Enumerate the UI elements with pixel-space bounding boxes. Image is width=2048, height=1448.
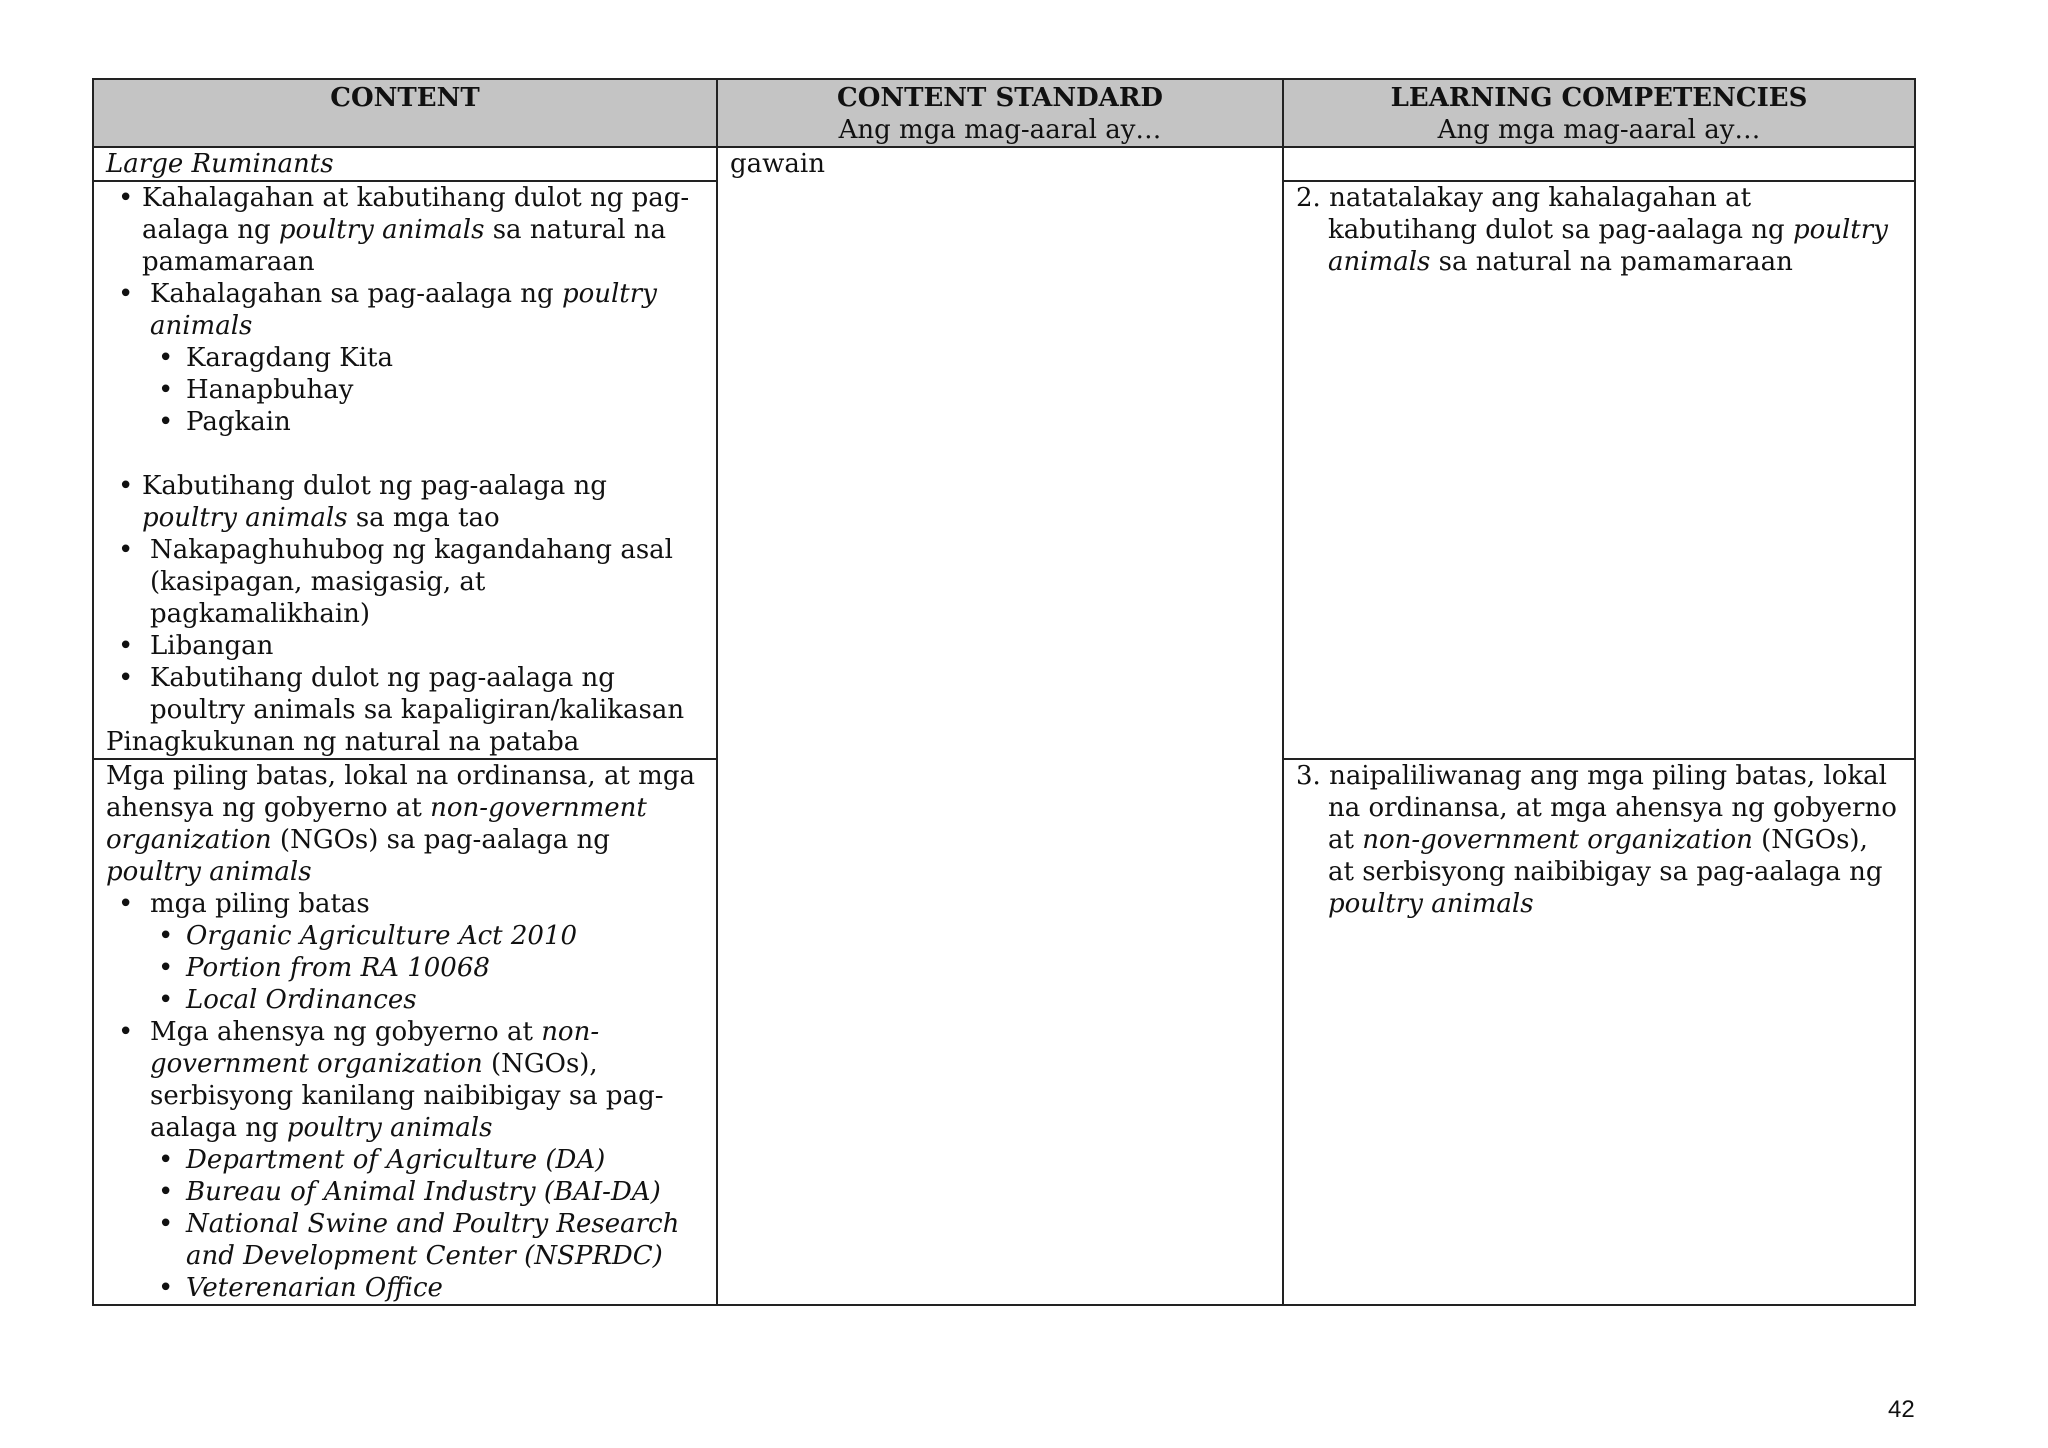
competency-cell — [1283, 759, 1915, 1305]
list-item: • Karagdang Kita — [106, 342, 704, 374]
content-tail-text: Pinagkukunan ng natural na pataba — [106, 727, 580, 757]
curriculum-table — [92, 78, 1916, 1306]
competency-italic: non-government organization — [1362, 825, 1753, 855]
header-learning-competencies — [1283, 79, 1915, 147]
list-item: • Hanapbuhay — [106, 374, 704, 406]
list-item: • Bureau of Animal Industry (BAI-DA) — [106, 1176, 704, 1208]
list-item — [106, 182, 704, 278]
table-header-row — [93, 79, 1915, 147]
list-item-italic: poultry animals — [278, 215, 485, 245]
list-item: • Local Ordinances — [106, 984, 704, 1016]
content-bullet-list — [106, 182, 704, 278]
list-item-text: (NGOs), serbisyong kanilang naibibigay sa pag-aalaga ng — [150, 1049, 664, 1143]
competency-cell — [1283, 181, 1915, 759]
list-item — [106, 888, 704, 1016]
content-heading: Large Ruminants — [106, 149, 334, 179]
competency-text: 3. naipaliliwanag ang mga piling batas, lokal na ordinansa, at mga ahensya ng gobyerno at — [1296, 761, 1897, 855]
header-competencies-sub: Ang mga mag-aaral ay… — [1437, 115, 1761, 145]
competency-text: sa natural na pamamaraan — [1430, 247, 1793, 277]
list-item-text: Kahalagahan at kabutihang dulot ng pag-aalaga ng — [142, 183, 690, 245]
list-item-text: sa mga tao — [347, 503, 500, 533]
agencies-list — [106, 1144, 704, 1304]
list-item-text: sa natural na pamamaraan — [142, 215, 667, 277]
list-item: • Department of Agriculture (DA) — [106, 1144, 704, 1176]
page-number: 42 — [1888, 1396, 1915, 1423]
list-item: • Portion from RA 10068 — [106, 952, 704, 984]
header-content-sub — [104, 114, 706, 146]
list-item-text: mga piling batas — [150, 889, 370, 919]
list-item — [106, 1016, 704, 1304]
list-item — [106, 470, 704, 534]
competency-text: (NGOs), at serbisyong naibibigay sa pag-aalaga ng — [1328, 825, 1883, 887]
list-item-text: Kahalagahan sa pag-aalaga ng — [150, 279, 562, 309]
header-standard-sub: Ang mga mag-aaral ay… — [838, 115, 1162, 145]
sub-bullet-list — [106, 342, 704, 438]
competency-cell — [1283, 147, 1915, 181]
list-item-italic: poultry animals — [286, 1113, 493, 1143]
content-intro — [106, 760, 704, 888]
list-item: • Kabutihang dulot ng pag-aalaga ng poultry animals sa kapaligiran/kalikasan — [106, 662, 704, 726]
intro-text: (NGOs) sa pag-aalaga ng — [271, 825, 610, 855]
standard-text: gawain — [730, 149, 825, 179]
spacer — [106, 438, 704, 470]
content-bullet-list — [106, 470, 704, 534]
list-item — [106, 278, 704, 438]
list-item: • Pagkain — [106, 406, 704, 438]
content-bullet-list — [106, 278, 704, 438]
laws-list — [106, 920, 704, 1016]
table-row — [93, 147, 1915, 181]
list-item: • National Swine and Poultry Research and Development Center (NSPRDC) — [106, 1208, 704, 1272]
list-item: • Veterenarian Office — [106, 1272, 704, 1304]
content-cell — [93, 147, 717, 181]
list-item-italic: non-government organization — [150, 1017, 600, 1079]
content-cell — [93, 759, 717, 1305]
list-item-text: Mga ahensya ng gobyerno at — [150, 1017, 542, 1047]
list-item-text: Kabutihang dulot ng pag-aalaga ng — [142, 471, 607, 501]
list-item-italic: poultry animals — [142, 503, 348, 533]
competency-item — [1296, 182, 1902, 278]
intro-italic: poultry animals — [106, 857, 312, 887]
competency-italic: poultry animals — [1328, 889, 1534, 919]
content-cell — [93, 181, 717, 759]
list-item: • Nakapaghuhubog ng kagandahang asal (kasipagan, masigasig, at pagkamalikhain) — [106, 534, 704, 630]
intro-text: Mga piling batas, lokal na ordinansa, at mga ahensya ng gobyerno at — [106, 761, 695, 823]
header-content — [93, 79, 717, 147]
header-competencies-title: LEARNING COMPETENCIES — [1390, 83, 1808, 113]
list-item: • Libangan — [106, 630, 704, 662]
header-content-title: CONTENT — [330, 83, 480, 113]
header-content-standard — [717, 79, 1283, 147]
intro-italic: non-government organization — [106, 793, 647, 855]
competency-italic: poultry animals — [1328, 215, 1888, 277]
competency-item — [1296, 760, 1902, 920]
content-bullet-list — [106, 888, 704, 1304]
content-bullet-list — [106, 534, 704, 726]
list-item: • Organic Agriculture Act 2010 — [106, 920, 704, 952]
list-item-italic: poultry animals — [150, 279, 657, 341]
competency-text: 2. natatalakay ang kahalagahan at kabutihang dulot sa pag-aalaga ng — [1296, 183, 1793, 245]
content-standard-cell — [717, 147, 1283, 1305]
header-standard-title: CONTENT STANDARD — [837, 83, 1163, 113]
